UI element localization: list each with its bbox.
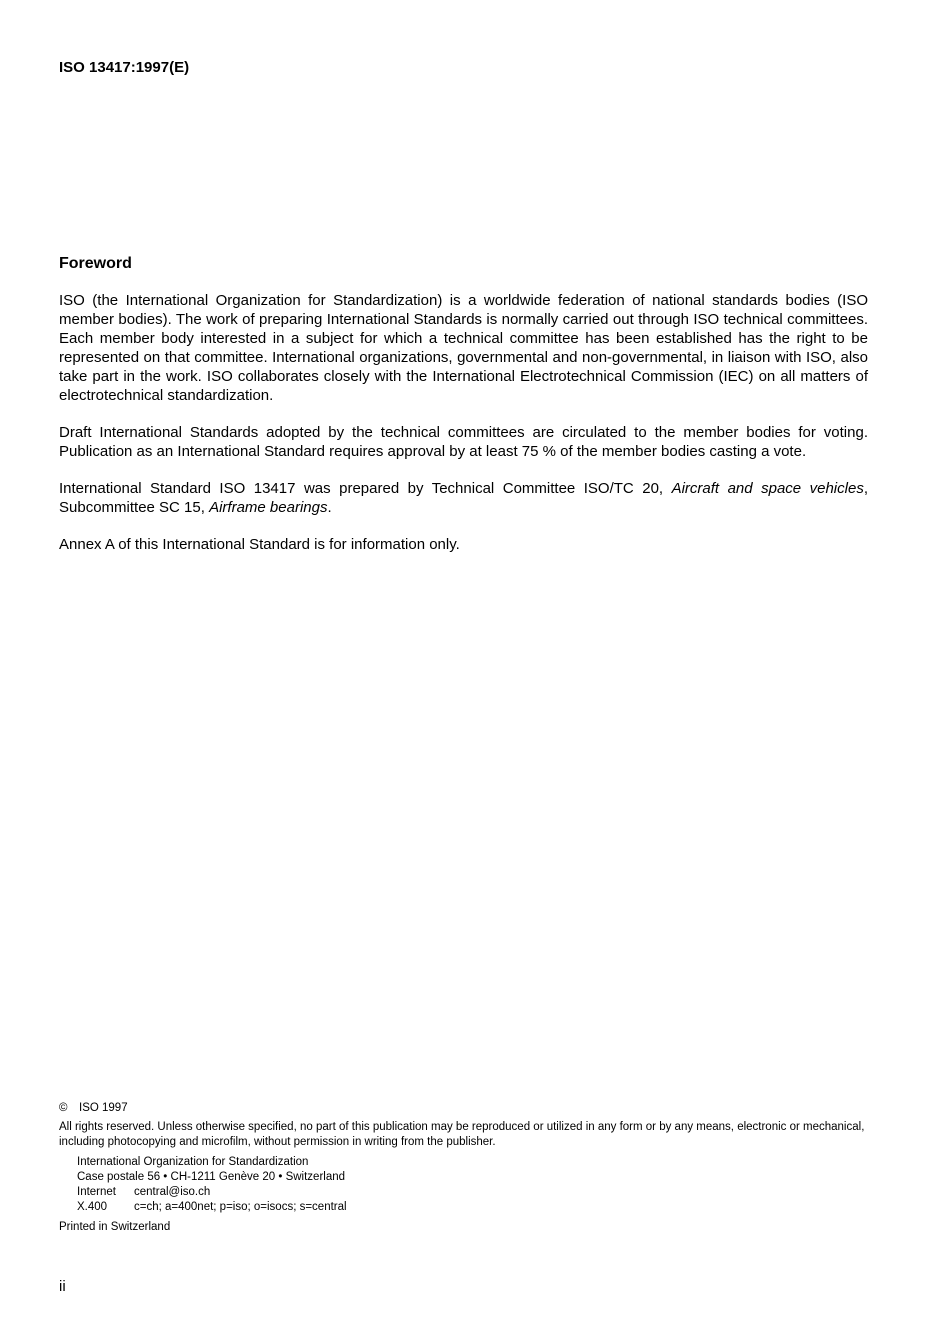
paragraph-3-text-a: International Standard ISO 13417 was prepared by Technical Committee ISO/TC 20, xyxy=(59,480,672,497)
paragraph-3-text-c: . xyxy=(327,499,332,516)
copyright-text: ISO 1997 xyxy=(79,1102,128,1114)
foreword-paragraph-4: Annex A of this International Standard is for information only. xyxy=(59,536,460,553)
foreword-paragraph-2: Draft International Standards adopted by the technical committees are circulated to the member bodies for voting. Publication as an International Standard requires approval by at least 75 % of the member bodies casting a vote. xyxy=(59,424,868,460)
x400-row xyxy=(77,1200,347,1215)
foreword-paragraph-3 xyxy=(59,479,868,517)
document-id: ISO 13417:1997(E) xyxy=(59,59,190,76)
committee-title: Aircraft and space vehicles xyxy=(671,480,864,497)
paragraph-3-text-b: , Subcommittee SC 15, xyxy=(59,480,868,516)
page-number: ii xyxy=(59,1278,66,1295)
publisher-address xyxy=(77,1155,347,1215)
foreword-paragraph-1: ISO (the International Organization for Standardization) is a worldwide federation of national standards bodies (ISO member bodies). The work of preparing International Standards is normally carried out through ISO technical committees. Each member body interested in a subject for which a technical committee has been established has the right to be represented on that committee. International organizations, governmental and non-governmental, in liaison with ISO, also take part in the work. ISO collaborates closely with the International Electrotechnical Commission (IEC) on all matters of electrotechnical standardization. xyxy=(59,292,868,404)
postal-address: Case postale 56 • CH-1211 Genève 20 • Switzerland xyxy=(77,1171,346,1183)
x400-label: X.400 xyxy=(77,1201,108,1213)
organization-name: International Organization for Standardization xyxy=(77,1156,309,1168)
internet-value: central@iso.ch xyxy=(134,1186,211,1198)
x400-value: c=ch; a=400net; p=iso; o=isocs; s=central xyxy=(134,1201,347,1213)
subcommittee-title: Airframe bearings xyxy=(209,499,328,516)
internet-label: Internet xyxy=(77,1186,116,1198)
rights-notice: All rights reserved. Unless otherwise specified, no part of this publication may be reproduced or utilized in any form or by any means, electronic or mechanical, including photocopying and microfilm, without permission in writing from the publisher. xyxy=(59,1121,865,1148)
copyright-icon: © xyxy=(59,1102,68,1114)
copyright-line xyxy=(59,1101,128,1115)
internet-row xyxy=(77,1185,347,1200)
printed-in: Printed in Switzerland xyxy=(59,1221,171,1233)
foreword-title: Foreword xyxy=(59,255,132,272)
